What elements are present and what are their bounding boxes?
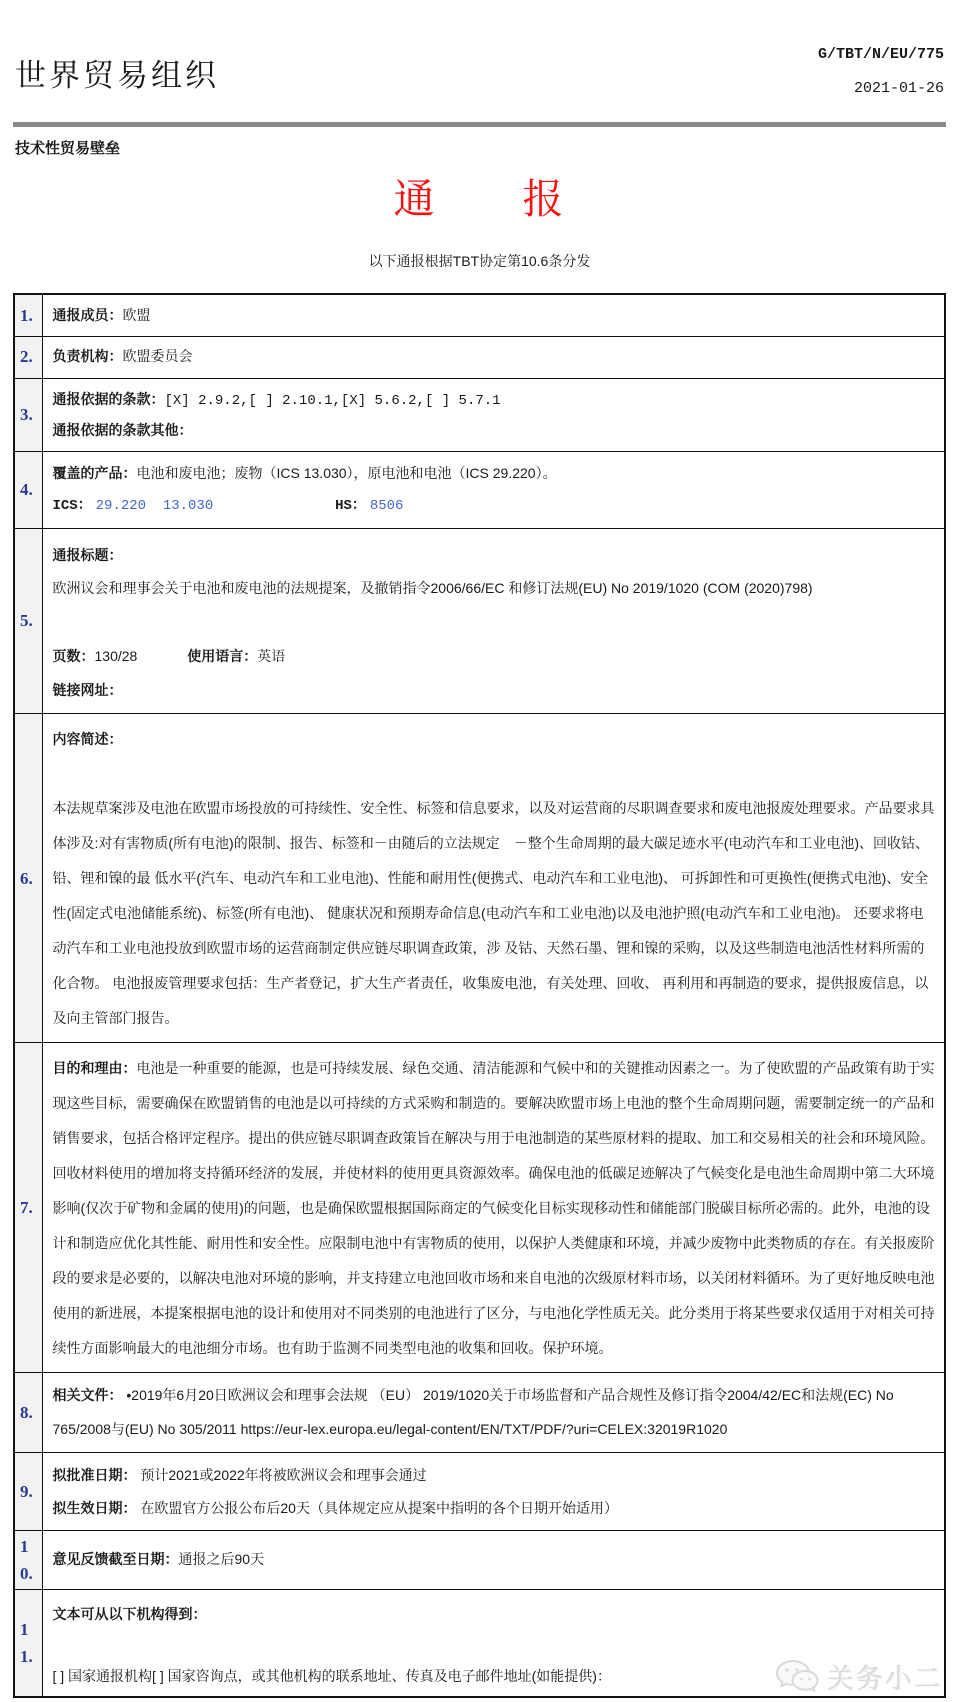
table-row — [14, 1530, 945, 1589]
field-label-language: 使用语言： — [187, 648, 258, 665]
row-number: 4. — [14, 452, 42, 529]
field-value-pages: 130/28 — [94, 648, 138, 665]
field-value-products: 电池和废电池；废物（ICS 13.030），原电池和电池（ICS 29.220）。 — [136, 465, 557, 482]
table-row — [14, 1373, 945, 1453]
field-label-notifying-member: 通报成员： — [52, 306, 123, 323]
spacer — [53, 606, 937, 640]
header-divider — [13, 122, 946, 127]
table-row — [14, 452, 945, 529]
field-value-description: 本法规草案涉及电池在欧盟市场投放的可持续性、安全性、标签和信息要求，以及对运营商的尽职调查要求和废电池报废处理要求。产品要求具体涉及:对有害物质(所有电池)的限制、报告、标签和－由随后的立法规定 －整个生命周期的最大碳足迹水平(电动汽车和工业电池)、回收钴、铅、锂和镍的最 低水平(汽车、电动汽车和工业电池)、性能和耐用性(便携式、电动汽车和工业电池)、 可拆卸性和可更换性(便携式电池)、安全性(固定式电池储能系统)、标签(所有电池)、 健康状况和预期寿命信息(电动汽车和工业电池)以及电池护照(电动汽车和工业电池)。 还要求将电动汽车和工业电池投放到欧盟市场的运营商制定供应链尽职调查政策，涉 及钴、天然石墨、锂和镍的采购，以及这些制造电池活性材料所需的化合物。 电池报废管理要求包括：生产者登记，扩大生产者责任，收集废电池，有关处理、回收、 再利用和再制造的要求，提供报废信息，以及向主管部门报告。 — [52, 800, 935, 1027]
section-label: 技术性贸易壁垒 — [15, 140, 121, 157]
spacer — [53, 757, 937, 791]
table-row — [14, 1043, 945, 1373]
table-row — [14, 378, 945, 452]
field-value-articles: [X] 2.9.2,[ ] 2.10.1,[X] 5.6.2,[ ] 5.7.1 — [164, 392, 501, 409]
field-label-articles: 通报依据的条款： — [52, 390, 165, 407]
table-row — [14, 714, 945, 1043]
field-label-products: 覆盖的产品： — [52, 465, 137, 482]
field-value-title: 欧洲议会和理事会关于电池和废电池的法规提案，及撤销指令2006/66/EC 和修订法规(EU) No 2019/1020 (COM (2020)798) — [52, 580, 813, 597]
field-label-hs: HS： — [335, 498, 366, 515]
row-number: 6. — [14, 714, 42, 1043]
field-label-relevant-documents: 相关文件： — [52, 1387, 123, 1404]
field-value-objective: 电池是一种重要的能源，也是可持续发展、绿色交通、清洁能源和气候中和的关键推动因素之一。为了使欧盟的产品政策有助于实现这些目标，需要确保在欧盟销售的电池是以可持续的方式采购和制造的。要解决欧盟市场上电池的整个生命周期问题，需要制定统一的产品和销售要求，包括合格评定程序。提出的供应链尽职调查政策旨在解决与用于电池制造的某些原材料的提取、加工和交易相关的社会和环境风险。回收材料使用的增加将支持循环经济的发展，并使材料的使用更具资源效率。确保电池的低碳足迹解决了气候变化是电池生命周期中第二大环境影响(仅次于矿物和金属的使用)的问题，也是确保欧盟根据国际商定的气候变化目标实现移动性和储能部门脱碳目标所必需的。此外，电池的设计和制造应优化其性能、耐用性和安全性。应限制电池中有害物质的使用，以保护人类健康和环境，并减少废物中此类物质的存在。有关报废阶段的要求是必要的，以解决电池对环境的影响，并支持建立电池回收市场和来自电池的次级原材料市场，以关闭材料循环。为了更好地反映电池使用的新进展，本提案根据电池的设计和使用对不同类别的电池进行了区分，与电池化学性质无关。此分类用于将某些要求仅适用于对相关可持续性方面影响最大的电池细分市场。也有助于监测不同类型电池的收集和回收。保护环境。 — [52, 1060, 935, 1357]
page-title: 通 报 — [393, 176, 566, 222]
table-row — [14, 294, 945, 336]
table-row — [14, 1590, 945, 1698]
field-label-comment-deadline: 意见反馈截至日期： — [52, 1551, 179, 1568]
watermark-label: 关务小二 — [827, 1664, 943, 1695]
field-label-text-available: 文本可从以下机构得到： — [52, 1606, 207, 1623]
doc-date: 2021-01-26 — [853, 80, 944, 97]
table-row — [14, 1453, 945, 1530]
field-value-agency: 欧盟委员会 — [122, 348, 193, 365]
field-label-objective: 目的和理由： — [52, 1060, 137, 1077]
doc-number: G/TBT/N/EU/775 — [817, 46, 944, 63]
field-value-entry-into-force: 在欧盟官方公报公布后20天（具体规定应从提案中指明的各个日期开始适用） — [136, 1499, 618, 1516]
field-value-relevant-documents: •2019年6月20日欧洲议会和理事会法规 （EU） 2019/1020关于市场监督和产品合规性及修订指令2004/42/EC和法规(EC) No 765/2008与(EU) No 305/2011 https://eur-lex.europa.eu/legal-content/EN/TXT/PDF/?uri=CELEX:32019R1020 — [52, 1387, 898, 1437]
field-label-description: 内容简述： — [52, 731, 123, 748]
row-number: 11. — [14, 1590, 42, 1698]
row-number: 8. — [14, 1373, 42, 1453]
field-label-adoption-date: 拟批准日期： — [52, 1467, 137, 1484]
row-number: 1. — [14, 294, 42, 336]
field-label-title: 通报标题： — [52, 546, 123, 563]
row-number: 10. — [14, 1530, 42, 1589]
org-title: 世界贸易组织 — [15, 58, 219, 93]
field-value-adoption-date: 预计2021或2022年将被欧洲议会和理事会通过 — [136, 1467, 427, 1484]
header-meta — [818, 36, 944, 106]
row-number: 5. — [14, 528, 42, 713]
row-number: 7. — [14, 1043, 42, 1373]
field-value-text-available: [ ] 国家通报机构[ ] 国家咨询点，或其他机构的联系地址、传真及电子邮件地址(如能提供)： — [52, 1668, 611, 1685]
field-value-comment-deadline: 通报之后90天 — [178, 1551, 265, 1568]
field-label-articles-other: 通报依据的条款其他： — [52, 421, 193, 438]
table-row — [14, 528, 945, 713]
field-label-entry-into-force: 拟生效日期： — [52, 1499, 137, 1516]
spacer — [53, 1628, 937, 1662]
field-label-ics: ICS： — [52, 498, 92, 515]
field-value-language: 英语 — [257, 648, 286, 665]
field-label-agency: 负责机构： — [52, 348, 123, 365]
row-number: 2. — [14, 336, 42, 378]
field-label-pages: 页数： — [52, 648, 95, 665]
page-header — [13, 30, 946, 106]
row-number: 3. — [14, 378, 42, 452]
ics-code-link[interactable]: 29.220 13.030 — [95, 498, 214, 515]
field-value-notifying-member: 欧盟 — [122, 306, 151, 323]
page-subtitle: 以下通报根据TBT协定第10.6条分发 — [368, 253, 591, 269]
table-row — [14, 336, 945, 378]
row-number: 9. — [14, 1453, 42, 1530]
hs-code-link[interactable]: 8506 — [369, 498, 404, 515]
field-label-link: 链接网址： — [52, 681, 123, 698]
notification-table — [13, 293, 946, 1698]
